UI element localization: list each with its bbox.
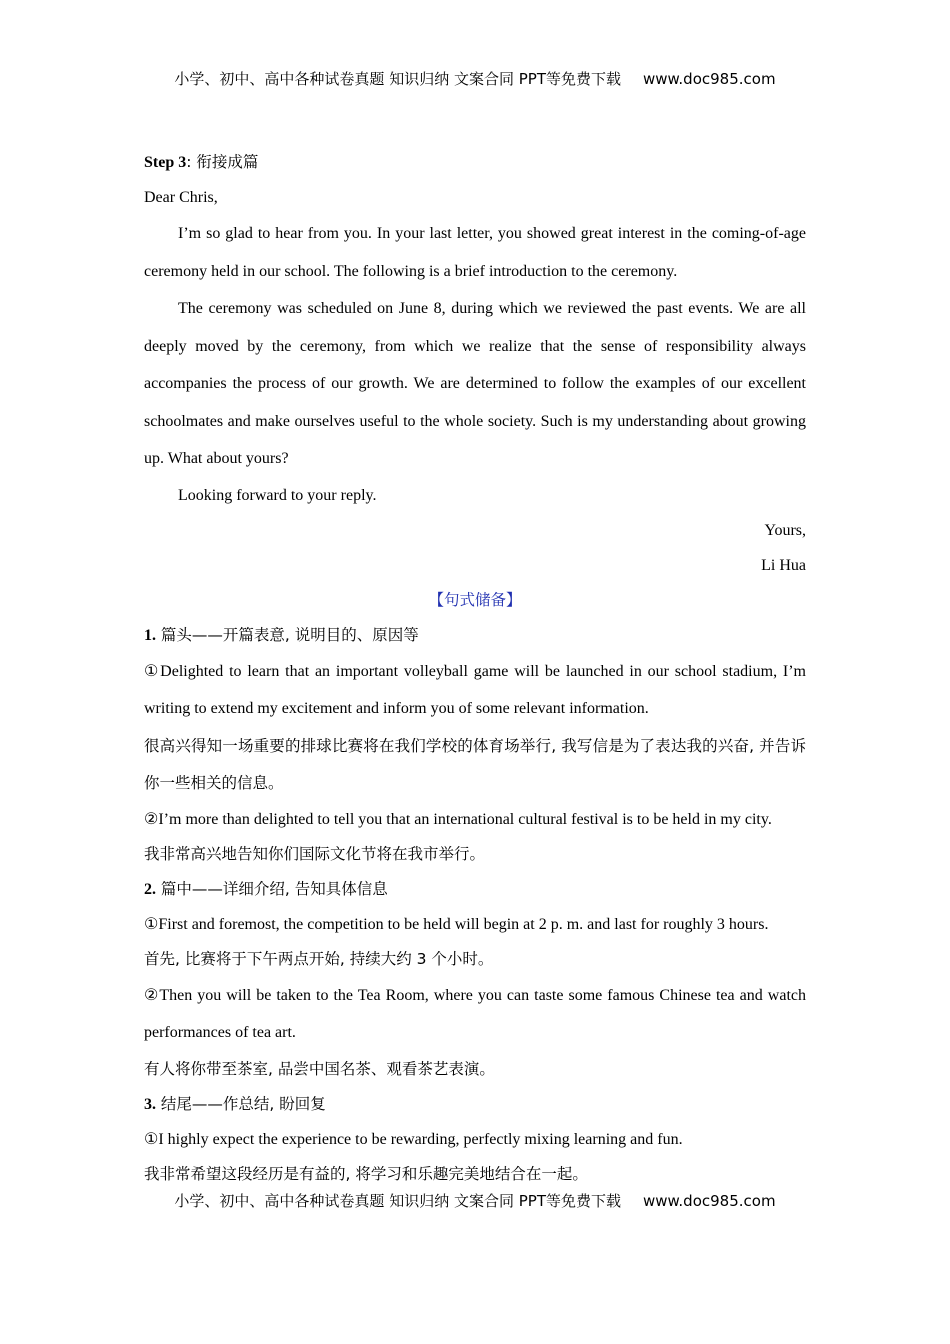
section-1-example-1-zh: 很高兴得知一场重要的排球比赛将在我们学校的体育场举行, 我写信是为了表达我的兴奋, 并告诉你一些相关的信息。 [144, 736, 806, 792]
section-2-example-2-zh: 有人将你带至茶室, 品尝中国名茶、观看茶艺表演。 [144, 1059, 495, 1078]
section-1-example-1-en: ①Delighted to learn that an important volleyball game will be launched in our school stadium, I’m writing to extend my excitement and inform you of some relevant information. [144, 662, 806, 717]
footer-text: 小学、初中、高中各种试卷真题 知识归纳 文案合同 PPT等免费下载 [174, 1192, 621, 1210]
section-1-heading [144, 618, 806, 653]
step-title: : 衔接成篇 [186, 153, 259, 171]
header-url[interactable]: www.doc985.com [642, 70, 776, 88]
section-2-example-1-zh: 首先, 比赛将于下午两点开始, 持续大约 3 个小时。 [144, 949, 494, 968]
section-2-title: 篇中——详细介绍, 告知具体信息 [156, 879, 388, 898]
section-3-example-1-en: ①I highly expect the experience to be rewarding, perfectly mixing learning and fun. [144, 1130, 683, 1148]
letter-paragraph-3: Looking forward to your reply. [178, 486, 377, 504]
section-1-example-2-zh: 我非常高兴地告知你们国际文化节将在我市举行。 [144, 844, 486, 863]
section-2-example-2-en: ②Then you will be taken to the Tea Room, where you can taste some famous Chinese tea and watch performances of tea art. [144, 986, 806, 1041]
section-2-heading [144, 872, 806, 907]
section-3-heading [144, 1087, 806, 1122]
section-3-example-1-zh: 我非常希望这段经历是有益的, 将学习和乐趣完美地结合在一起。 [144, 1164, 588, 1183]
letter-salutation: Dear Chris, [144, 189, 218, 206]
letter-paragraph-2: The ceremony was scheduled on June 8, during which we reviewed the past events. We are all deeply moved by the ceremony, from which we realize that the sense of responsibility always accompanies the process of our growth. We are determined to follow the examples of our excellent schoolmates and make ourselves useful to the whole society. Such is my understanding about growing up. What about yours? [144, 300, 806, 467]
section-2-example-1-en: ①First and foremost, the competition to be held will begin at 2 p. m. and last for roughly 3 hours. [144, 915, 769, 933]
section-1-number: 1. [144, 626, 156, 644]
section-1-example-2-en: ②I’m more than delighted to tell you that an international cultural festival is to be held in my city. [144, 810, 772, 828]
footer-url[interactable]: www.doc985.com [642, 1192, 776, 1210]
section-3-title: 结尾——作总结, 盼回复 [156, 1094, 326, 1113]
letter-signature: Li Hua [761, 556, 806, 574]
section-1-title: 篇头——开篇表意, 说明目的、原因等 [156, 625, 419, 644]
letter-paragraph-1: I’m so glad to hear from you. In your last letter, you showed great interest in the coming-of-age ceremony held in our school. The following is a brief introduction to the ceremony. [144, 225, 806, 280]
page-footer [0, 1191, 950, 1211]
section-2-number: 2. [144, 880, 156, 898]
page-content [144, 145, 806, 1192]
header-text: 小学、初中、高中各种试卷真题 知识归纳 文案合同 PPT等免费下载 [174, 70, 621, 88]
section-3-number: 3. [144, 1095, 156, 1113]
step-label: Step 3 [144, 154, 187, 171]
step-heading [144, 145, 806, 180]
page-header [0, 69, 950, 89]
letter-closing: Yours, [764, 521, 806, 539]
reserve-title: 【句式储备】 [428, 590, 522, 609]
